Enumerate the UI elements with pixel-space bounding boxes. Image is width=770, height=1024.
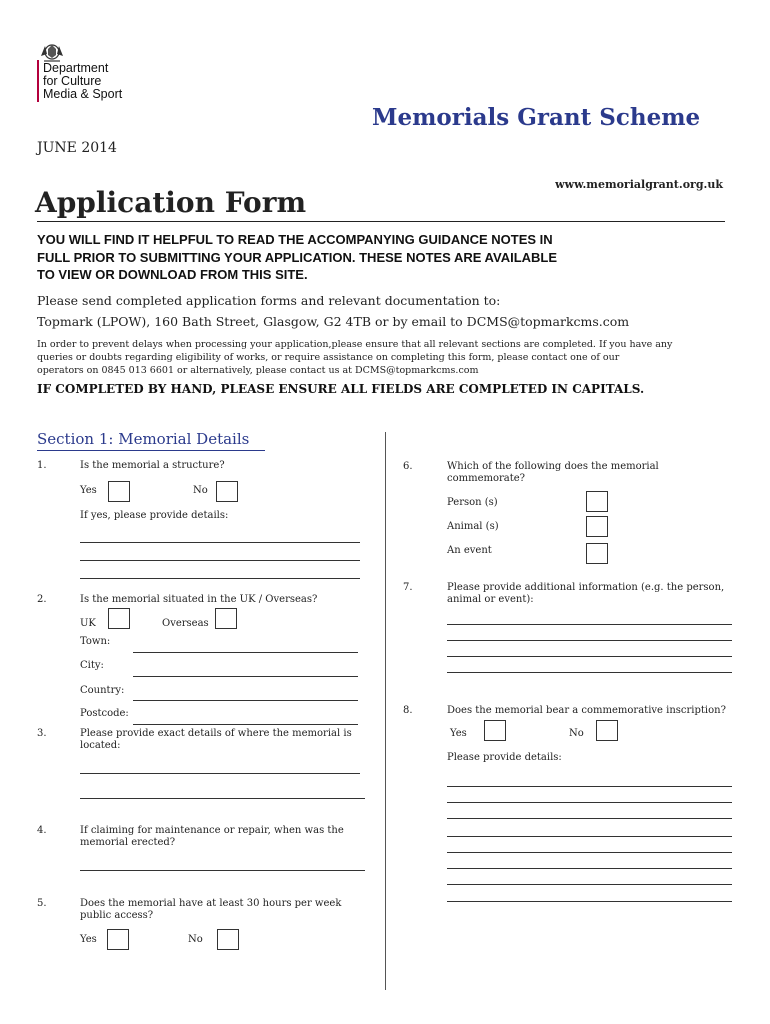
no-label: No <box>188 934 203 945</box>
country-field[interactable] <box>133 700 358 701</box>
town-label: Town: <box>80 636 111 647</box>
q1-no-checkbox[interactable] <box>216 481 238 502</box>
column-divider <box>385 432 386 990</box>
q8-yes-checkbox[interactable] <box>484 720 506 741</box>
question-number: 8. <box>403 705 413 716</box>
q2-overseas-checkbox[interactable] <box>215 608 237 629</box>
section-title: Section 1: Memorial Details <box>37 430 250 448</box>
question-text: public access? <box>80 910 154 921</box>
q6-event-checkbox[interactable] <box>586 543 608 564</box>
help-line: queries or doubts regarding eligibility of works, or require assistance on completing this form, please contact one of our <box>37 352 620 363</box>
q7-details-line[interactable] <box>447 640 732 641</box>
uk-label: UK <box>80 618 96 629</box>
question-text: If claiming for maintenance or repair, when was the <box>80 825 344 836</box>
q6-person-checkbox[interactable] <box>586 491 608 512</box>
question-number: 6. <box>403 461 413 472</box>
q3-details-line[interactable] <box>80 798 365 799</box>
send-address: Topmark (LPOW), 160 Bath Street, Glasgow, G2 4TB or by email to DCMS@topmarkcms.com <box>37 314 630 329</box>
q8-details-line[interactable] <box>447 836 732 837</box>
q1-details-line[interactable] <box>80 578 360 579</box>
logo-line: Media & Sport <box>43 87 123 101</box>
details-label: Please provide details: <box>447 752 562 763</box>
q8-details-line[interactable] <box>447 852 732 853</box>
q1-yes-checkbox[interactable] <box>108 481 130 502</box>
send-instructions <box>37 290 629 332</box>
department-logo <box>43 62 122 101</box>
q5-yes-checkbox[interactable] <box>107 929 129 950</box>
question-text: memorial erected? <box>80 837 176 848</box>
city-field[interactable] <box>133 676 358 677</box>
logo-line: for Culture <box>43 74 102 88</box>
q8-details-line[interactable] <box>447 901 732 902</box>
help-line: operators on 0845 013 6601 or alternatively, please contact us at DCMS@topmarkcms.com <box>37 365 479 376</box>
q1-details-line[interactable] <box>80 560 360 561</box>
website-link[interactable]: www.memorialgrant.org.uk <box>555 178 723 191</box>
question-number: 7. <box>403 582 413 593</box>
question-number: 2. <box>37 594 47 605</box>
country-label: Country: <box>80 685 125 696</box>
q3-details-line[interactable] <box>80 773 360 774</box>
overseas-label: Overseas <box>162 618 209 629</box>
send-line: Please send completed application forms and relevant documentation to: <box>37 293 501 308</box>
q4-answer-line[interactable] <box>80 870 365 871</box>
issue-date: JUNE 2014 <box>37 140 117 156</box>
postcode-label: Postcode: <box>80 708 129 719</box>
q8-details-line[interactable] <box>447 818 732 819</box>
question-number: 4. <box>37 825 47 836</box>
q8-details-line[interactable] <box>447 786 732 787</box>
question-text: Does the memorial bear a commemorative inscription? <box>447 705 726 716</box>
city-label: City: <box>80 660 104 671</box>
question-number: 5. <box>37 898 47 909</box>
form-title: Application Form <box>35 186 307 219</box>
event-label: An event <box>447 545 492 556</box>
person-label: Person (s) <box>447 497 498 508</box>
notice-line: YOU WILL FIND IT HELPFUL TO READ THE ACCOMPANYING GUIDANCE NOTES IN <box>37 232 553 247</box>
notice-line: FULL PRIOR TO SUBMITTING YOUR APPLICATION. THESE NOTES ARE AVAILABLE <box>37 249 558 265</box>
section-underline <box>37 450 265 451</box>
question-text: Is the memorial situated in the UK / Overseas? <box>80 594 318 605</box>
no-label: No <box>193 485 208 496</box>
q2-uk-checkbox[interactable] <box>108 608 130 629</box>
capitals-notice: IF COMPLETED BY HAND, PLEASE ENSURE ALL FIELDS ARE COMPLETED IN CAPITALS. <box>37 382 645 396</box>
question-text: Please provide exact details of where the memorial is <box>80 728 352 739</box>
q5-no-checkbox[interactable] <box>217 929 239 950</box>
question-number: 3. <box>37 728 47 739</box>
details-label: If yes, please provide details: <box>80 510 229 521</box>
help-line: In order to prevent delays when processing your application,please ensure that all relevant sections are completed. If you have any <box>37 339 673 350</box>
town-field[interactable] <box>133 652 358 653</box>
question-text: Does the memorial have at least 30 hours per week <box>80 898 342 909</box>
question-text: commemorate? <box>447 473 526 484</box>
q7-details-line[interactable] <box>447 672 732 673</box>
logo-line: Department <box>43 61 109 75</box>
q8-no-checkbox[interactable] <box>596 720 618 741</box>
question-text: located: <box>80 740 121 751</box>
question-text: animal or event): <box>447 594 534 605</box>
postcode-field[interactable] <box>133 724 358 725</box>
yes-label: Yes <box>80 485 97 496</box>
help-note <box>37 338 727 377</box>
q8-details-line[interactable] <box>447 802 732 803</box>
q8-details-line[interactable] <box>447 884 732 885</box>
no-label: No <box>569 728 584 739</box>
yes-label: Yes <box>450 728 467 739</box>
animal-label: Animal (s) <box>447 521 499 532</box>
yes-label: Yes <box>80 934 97 945</box>
q7-details-line[interactable] <box>447 656 732 657</box>
question-text: Please provide additional information (e.g. the person, <box>447 582 725 593</box>
q6-animal-checkbox[interactable] <box>586 516 608 537</box>
logo-bar <box>37 60 39 102</box>
guidance-notice <box>37 231 737 284</box>
question-text: Is the memorial a structure? <box>80 460 225 471</box>
q7-details-line[interactable] <box>447 624 732 625</box>
title-divider <box>37 221 725 222</box>
q1-details-line[interactable] <box>80 542 360 543</box>
scheme-title: Memorials Grant Scheme <box>372 104 701 131</box>
question-number: 1. <box>37 460 47 471</box>
notice-line: TO VIEW OR DOWNLOAD FROM THIS SITE. <box>37 267 308 282</box>
question-text: Which of the following does the memorial <box>447 461 659 472</box>
q8-details-line[interactable] <box>447 868 732 869</box>
